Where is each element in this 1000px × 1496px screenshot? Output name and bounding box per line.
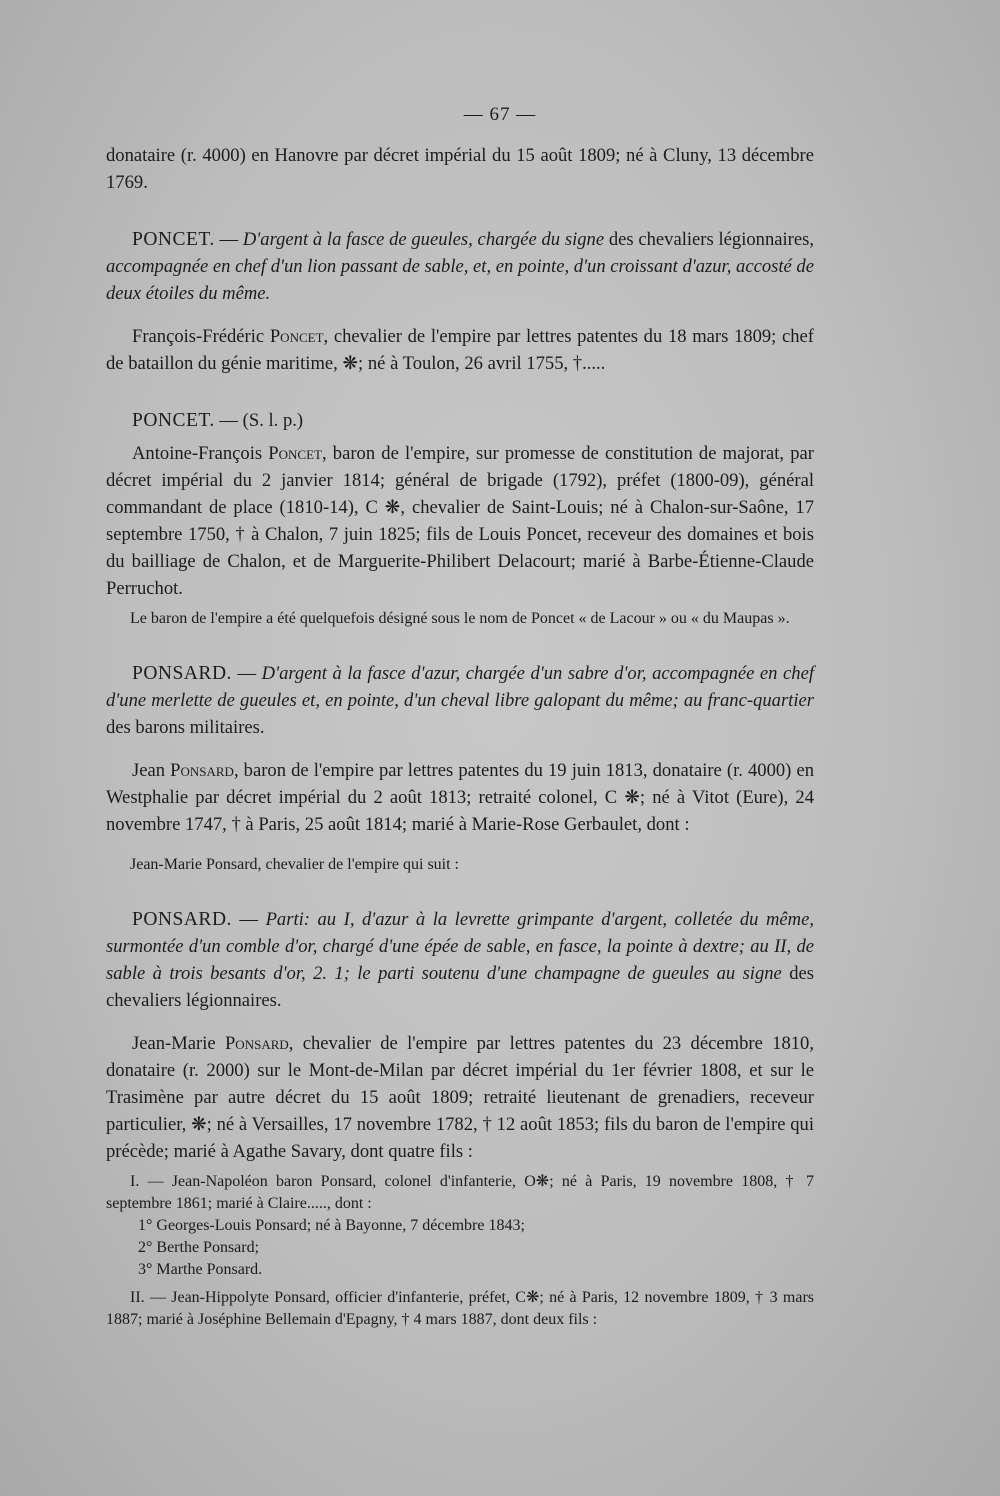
poncet-person-text: , chevalier de l'empire par lettres patentes du 18 mars 1809; chef de bataillon du génie maritime, ❋; né à Toulon, 26 avril 1755, †..... bbox=[106, 326, 815, 374]
ponsard2-person-text: , chevalier de l'empire par lettres patentes du 23 décembre 1810, donataire (r. 2000) sur le Mont-de-Milan par décret impérial du 1er février 1808, et sur le Trasimène par autre décret du 15 août 1809; retraité lieutenant de grenadiers, receveur particulier, ❋; né à Versailles, 17 novembre 1782, † 12 août 1853; fils du baron de l'empire qui précède; marié à Agathe Savary, dont quatre fils : bbox=[106, 1033, 814, 1162]
page-body bbox=[106, 142, 814, 1331]
poncet2-person-first: Antoine-François bbox=[132, 443, 269, 464]
ponsard-person-surname: Ponsard bbox=[170, 760, 234, 781]
poncet2-heading-paragraph bbox=[106, 407, 814, 434]
grandchild-entry: 1° Georges-Louis Ponsard; né à Bayonne, 7 décembre 1843; bbox=[138, 1217, 525, 1234]
ponsard2-heading: PONSARD. bbox=[132, 909, 232, 930]
poncet-person-surname: Poncet bbox=[269, 326, 324, 347]
ponsard2-arms-paragraph bbox=[106, 906, 814, 1014]
ponsard-arms-italic: D'argent à la fasce d'azur, chargée d'un sabre d'or, accompagnée en chef d'une merlette de gueules et, en pointe, d'un cheval libre galopant du même; au franc-quartier bbox=[106, 663, 815, 711]
ponsard-dash: — bbox=[231, 663, 262, 684]
poncet-dash: — bbox=[214, 229, 243, 250]
ponsard2-arms-plain: des chevaliers légionnaires. bbox=[106, 963, 814, 1011]
page-number: — 67 — bbox=[463, 104, 537, 125]
ponsard-person-text: , baron de l'empire par lettres patentes du 19 juin 1813, donataire (r. 4000) en Westphalie par décret impérial du 2 août 1813; retraité colonel, C ❋; né à Vitot (Eure), 24 novembre 1747, † à Paris, 25 août 1814; marié à Marie-Rose Gerbaulet, dont : bbox=[106, 760, 815, 835]
poncet2-person-surname: Poncet bbox=[268, 443, 322, 464]
poncet-person-first: François-Frédéric bbox=[132, 326, 270, 347]
grandchild-entry: 2° Berthe Ponsard; bbox=[138, 1239, 260, 1256]
ponsard2-arms-italic: Parti: au I, d'azur à la levrette grimpante d'argent, colletée du même, surmontée d'un comble d'or, chargé d'une épée de sable, en fasce, la pointe à dextre; au II, de sable à trois besants d'or, 2. 1; le parti soutenu d'une champagne de gueules au signe bbox=[106, 909, 814, 984]
poncet-heading: PONCET. bbox=[132, 229, 215, 250]
intro-paragraph: donataire (r. 4000) en Hanovre par décret impérial du 15 août 1809; né à Cluny, 13 décembre 1769. bbox=[106, 145, 814, 193]
poncet2-subtitle: — (S. l. p.) bbox=[214, 410, 304, 431]
ponsard2-dash: — bbox=[231, 909, 266, 930]
poncet-arms-italic-a: D'argent à la fasce de gueules, chargée du signe bbox=[242, 229, 605, 250]
poncet-arms-paragraph bbox=[106, 226, 814, 307]
son-entry: I. — Jean-Napoléon baron Ponsard, colonel d'infanterie, O❋; né à Paris, 19 novembre 1808, † 7 septembre 1861; marié à Claire....., dont : bbox=[106, 1173, 814, 1212]
ponsard2-person-surname: Ponsard bbox=[224, 1033, 289, 1054]
poncet2-person-paragraph bbox=[106, 440, 814, 602]
ponsard-person-first: Jean bbox=[132, 760, 171, 781]
ponsard2-person-first: Jean-Marie bbox=[132, 1033, 225, 1054]
ponsard-child-line: Jean-Marie Ponsard, chevalier de l'empire qui suit : bbox=[130, 856, 459, 873]
poncet-person-paragraph bbox=[106, 323, 814, 377]
poncet2-note: Le baron de l'empire a été quelquefois désigné sous le nom de Poncet « de Lacour » ou « du Maupas ». bbox=[130, 610, 790, 627]
ponsard-arms-plain: des barons militaires. bbox=[106, 717, 265, 738]
ponsard-person-paragraph bbox=[106, 757, 814, 838]
poncet-arms-italic-b: accompagnée en chef d'un lion passant de sable, et, en pointe, d'un croissant d'azur, accosté de deux étoiles du même. bbox=[106, 256, 814, 304]
poncet2-person-text: , baron de l'empire, sur promesse de constitution de majorat, par décret impérial du 2 janvier 1814; général de brigade (1792), préfet (1800-09), général commandant de place (1810-14), C ❋, chevalier de Saint-Louis; né à Chalon-sur-Saône, 17 septembre 1750, † à Chalon, 7 juin 1825; fils de Louis Poncet, receveur des domaines et bois du bailliage de Chalon, et de Marguerite-Philibert Delacourt; marié à Barbe-Étienne-Claude Perruchot. bbox=[106, 443, 814, 599]
ponsard2-person-paragraph bbox=[106, 1030, 814, 1165]
grandchild-entry: 3° Marthe Ponsard. bbox=[138, 1261, 263, 1278]
poncet2-heading: PONCET. bbox=[132, 410, 215, 431]
son-entry: II. — Jean-Hippolyte Ponsard, officier d'infanterie, préfet, C❋; né à Paris, 12 novembre 1809, † 3 mars 1887; marié à Joséphine Bellemain d'Epagny, † 4 mars 1887, dont deux fils : bbox=[106, 1289, 814, 1328]
ponsard-heading: PONSARD. bbox=[132, 663, 232, 684]
poncet-arms-plain: des chevaliers légionnaires, bbox=[604, 229, 814, 250]
ponsard-arms-paragraph bbox=[106, 660, 814, 741]
